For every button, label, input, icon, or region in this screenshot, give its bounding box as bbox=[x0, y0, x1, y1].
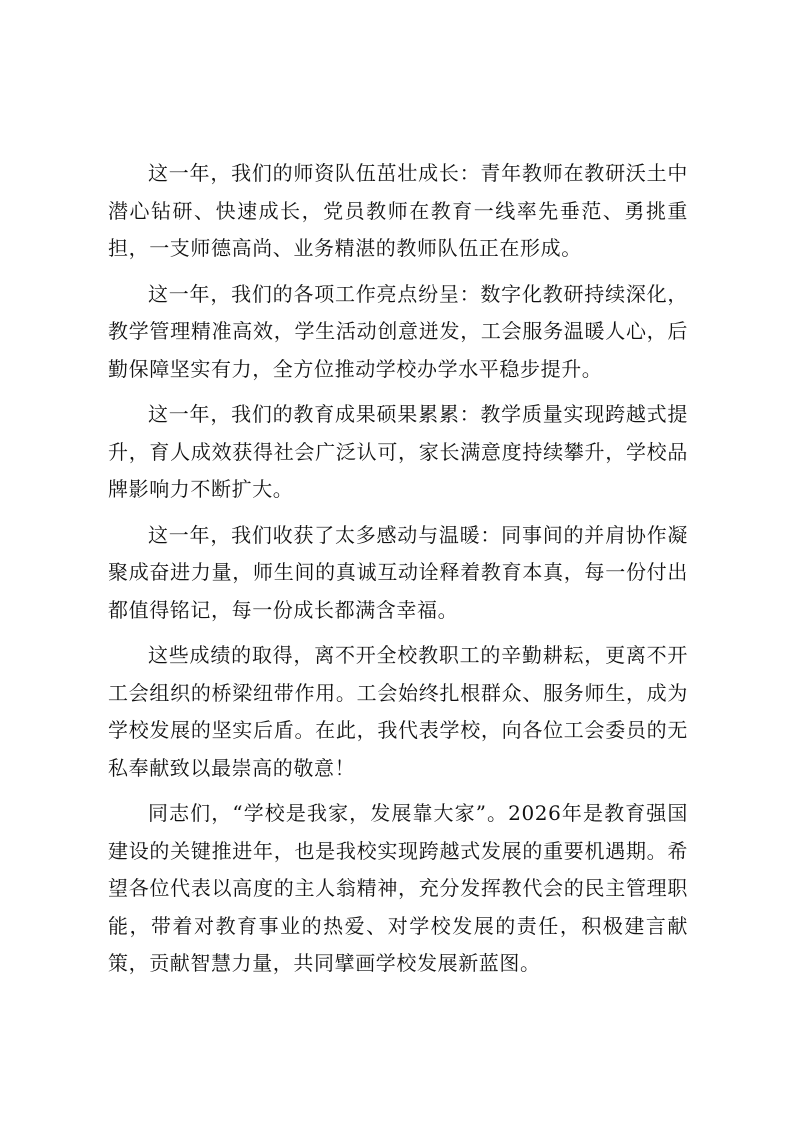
paragraph-highlights: 这一年，我们的各项工作亮点纷呈：数字化教研持续深化，教学管理精准高效，学生活动创意迸发，工会服务温暖人心，后勤保障坚实有力，全方位推动学校办学水平稳步提升。 bbox=[108, 281, 688, 381]
document-body bbox=[108, 155, 688, 991]
paragraph-warmth: 这一年，我们收获了太多感动与温暖：同事间的并肩协作凝聚成奋进力量，师生间的真诚互动诠释着教育本真，每一份付出都值得铭记，每一份成长都满含幸福。 bbox=[108, 522, 688, 622]
paragraph-teachers: 这一年，我们的师资队伍茁壮成长：青年教师在教研沃土中潜心钻研、快速成长，党员教师在教育一线率先垂范、勇挑重担，一支师德高尚、业务精湛的教师队伍正在形成。 bbox=[108, 161, 688, 260]
paragraph-thanks: 这些成绩的取得，离不开全校教职工的辛勤耕耘，更离不开工会组织的桥梁纽带作用。工会始终扎根群众、服务师生，成为学校发展的坚实后盾。在此，我代表学校，向各位工会委员的无私奉献致以最崇高的敬意！ bbox=[108, 643, 688, 780]
paragraph-closing: 同志们，“学校是我家，发展靠大家”。2026年是教育强国建设的关键推进年，也是我校实现跨越式发展的重要机遇期。希望各位代表以高度的主人翁精神，充分发挥教代会的民主管理职能，带着对教育事业的热爱、对学校发展的责任，积极建言献策，贡献智慧力量，共同擘画学校发展新蓝图。 bbox=[108, 801, 688, 975]
paragraph-achievements: 这一年，我们的教育成果硕果累累：教学质量实现跨越式提升，育人成效获得社会广泛认可，家长满意度持续攀升，学校品牌影响力不断扩大。 bbox=[108, 402, 688, 501]
